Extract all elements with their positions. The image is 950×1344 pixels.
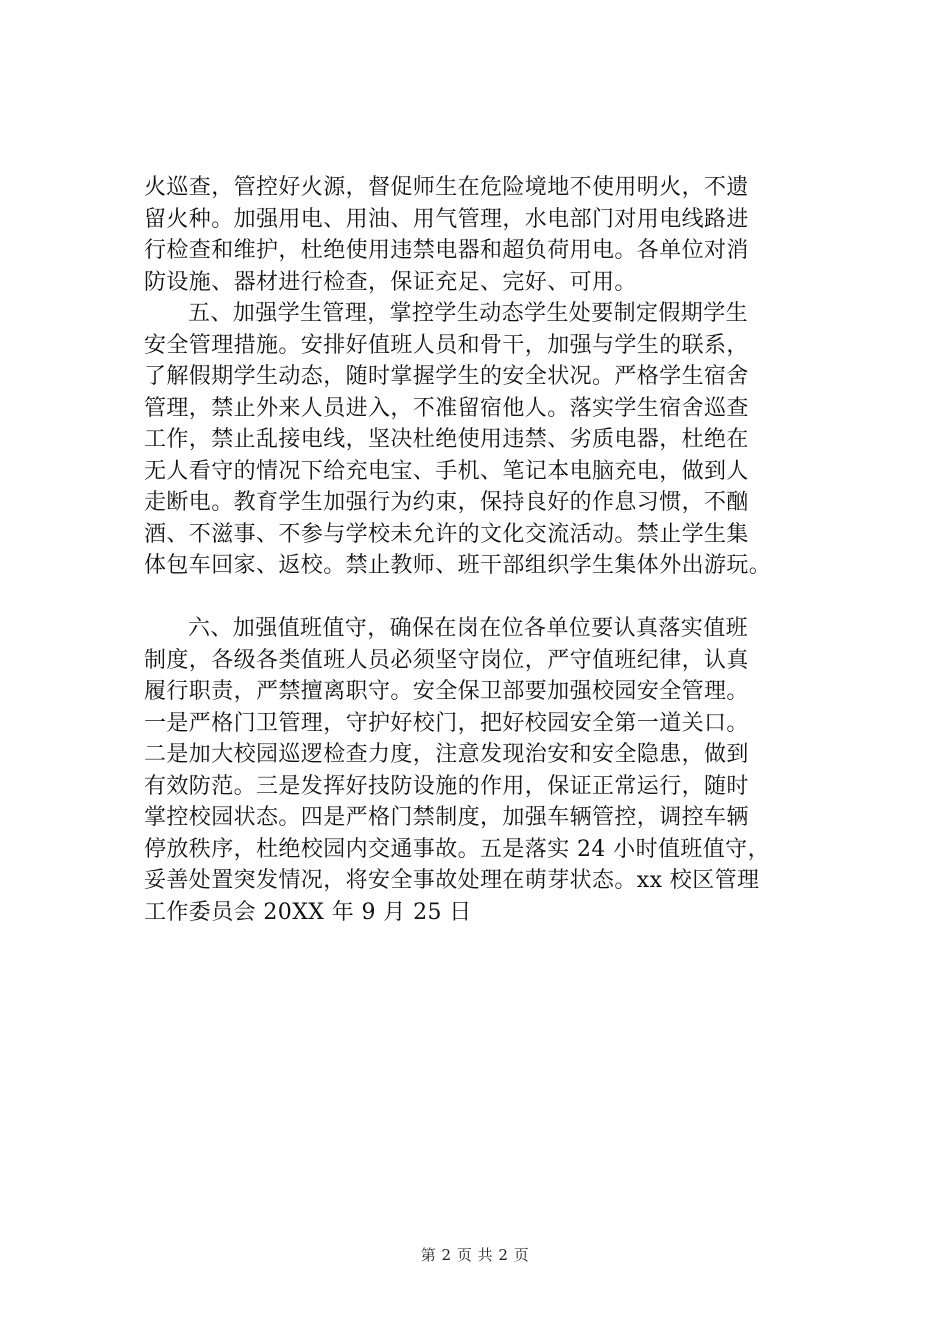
text-line: 体包车回家、返校。禁止教师、班干部组织学生集体外出游玩。 [144,553,772,578]
text-line: 了解假期学生动态，随时掌握学生的安全状况。严格学生宿舍 [144,364,749,389]
text-line: 六、加强值班值守，确保在岗在位各单位要认真落实值班 [188,616,749,641]
paragraph-fire-safety-continued [144,172,844,298]
text-line: 安全管理措施。安排好值班人员和骨干，加强与学生的联系， [144,332,749,358]
page-number-footer: 第 2 页 共 2 页 [420,1246,530,1264]
text-line: 有效防范。三是发挥好技防设施的作用，保证正常运行，随时 [144,773,749,799]
text-line: 履行职责，严禁擅离职守。安全保卫部要加强校园安全管理。 [144,679,749,704]
text-line: 管理，禁止外来人员进入，不准留宿他人。落实学生宿舍巡查 [144,395,749,421]
text-line: 工作，禁止乱接电线，坚决杜绝使用违禁、劣质电器，杜绝在 [144,427,749,452]
paragraph-spacer [144,582,844,614]
text-line: 留火种。加强用电、用油、用气管理，水电部门对用电线路进 [144,206,749,232]
text-line: 无人看守的情况下给充电宝、手机、笔记本电脑充电，做到人 [144,458,749,484]
text-line: 妥善处置突发情况，将安全事故处理在萌芽状态。xx 校区管理 [144,868,760,893]
text-line: 五、加强学生管理，掌控学生动态学生处要制定假期学生 [188,301,749,326]
text-line: 掌控校园状态。四是严格门禁制度，加强车辆管控，调控车辆 [144,805,749,830]
text-line: 制度，各级各类值班人员必须坚守岗位，严守值班纪律，认真 [144,647,749,673]
text-line: 行检查和维护，杜绝使用违禁电器和超负荷用电。各单位对消 [144,238,749,263]
text-line: 防设施、器材进行检查，保证充足、完好、可用。 [144,269,637,295]
text-line: 工作委员会 20XX 年 9 月 25 日 [144,899,472,925]
paragraph-student-management [144,298,844,582]
text-line: 停放秩序，杜绝校园内交通事故。五是落实 24 小时值班值守， [144,836,770,862]
text-line: 走断电。教育学生加强行为约束，保持良好的作息习惯，不酗 [144,490,749,515]
text-line: 火巡查，管控好火源，督促师生在危险境地不使用明火，不遗 [144,175,749,200]
document-body [144,172,844,928]
text-line: 酒、不滋事、不参与学校未允许的文化交流活动。禁止学生集 [144,521,749,547]
text-line: 二是加大校园巡逻检查力度，注意发现治安和安全隐患，做到 [144,742,749,767]
text-line: 一是严格门卫管理，守护好校门，把好校园安全第一道关口。 [144,710,749,736]
paragraph-duty-watch [144,613,844,928]
